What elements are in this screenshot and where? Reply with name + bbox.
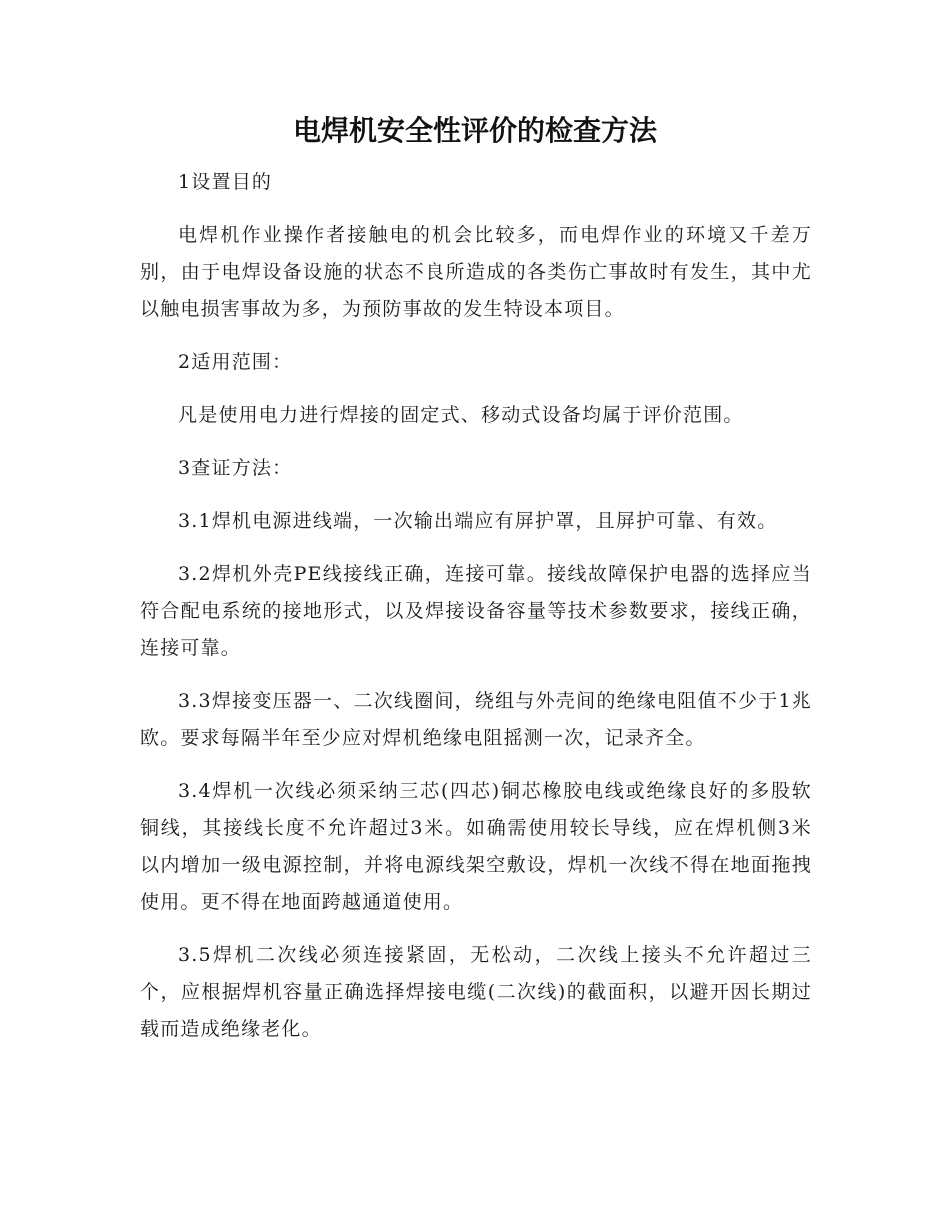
paragraph-purpose: 电焊机作业操作者接触电的机会比较多，而电焊作业的环境又千差万别，由于电焊设备设施的状态不良所造成的各类伤亡事故时有发生，其中尤以触电损害事故为多，为预防事故的发生特设本项目。 — [140, 224, 812, 320]
document-body — [140, 164, 812, 1048]
section-heading-purpose: 1设置目的 — [178, 171, 273, 193]
item-3-4: 3.4焊机一次线必须采纳三芯(四芯)铜芯橡胶电线或绝缘良好的多股软铜线，其接线长度不允许超过3米。如确需使用较长导线，应在焊机侧3米以内增加一级电源控制，并将电源线架空敷设，焊机一次线不得在地面拖拽使用。更不得在地面跨越通道使用。 — [140, 780, 812, 913]
item-3-5: 3.5焊机二次线必须连接紧固，无松动，二次线上接头不允许超过三个，应根据焊机容量正确选择焊接电缆(二次线)的截面积，以避开因长期过载而造成绝缘老化。 — [140, 944, 812, 1040]
section-heading-method: 3查证方法： — [178, 457, 293, 479]
document-title: 电焊机安全性评价的检查方法 — [292, 114, 657, 147]
item-3-2: 3.2焊机外壳PE线接线正确，连接可靠。接线故障保护电器的选择应当符合配电系统的接地形式，以及焊接设备容量等技术参数要求，接线正确，连接可靠。 — [140, 563, 812, 659]
item-3-3: 3.3焊接变压器一、二次线圈间，绕组与外壳间的绝缘电阻值不少于1兆欧。要求每隔半年至少应对焊机绝缘电阻摇测一次，记录齐全。 — [140, 690, 812, 749]
paragraph-scope: 凡是使用电力进行焊接的固定式、移动式设备均属于评价范围。 — [178, 404, 744, 426]
section-heading-scope: 2适用范围： — [178, 351, 293, 373]
item-3-1: 3.1焊机电源进线端，一次输出端应有屏护罩，且屏护可靠、有效。 — [178, 510, 778, 532]
